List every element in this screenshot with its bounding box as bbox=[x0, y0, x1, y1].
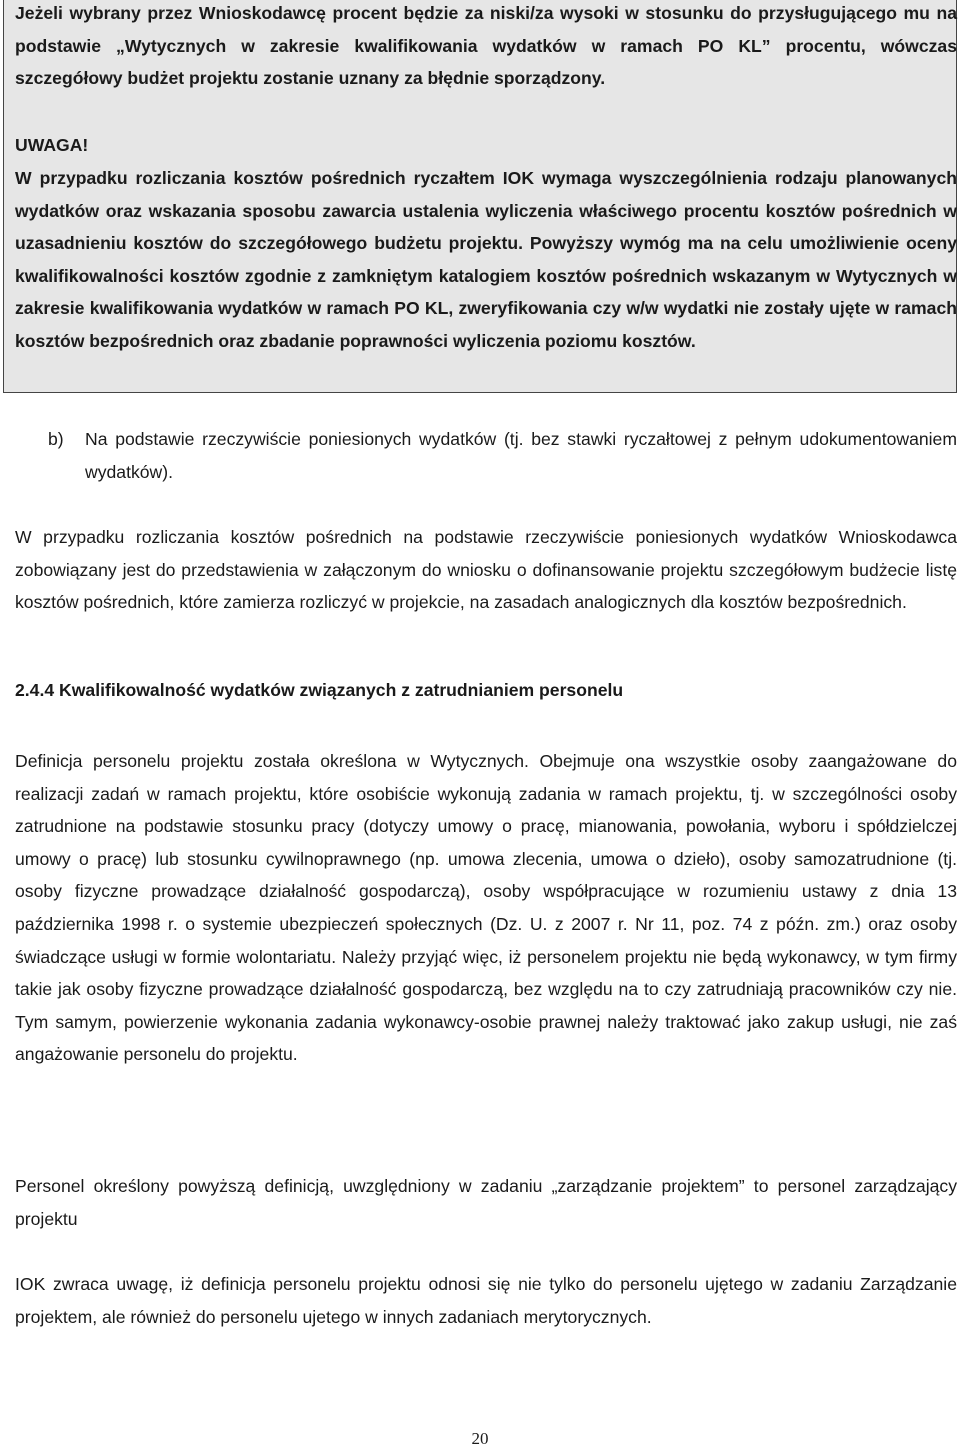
box-paragraph-1: Jeżeli wybrany przez Wnioskodawcę procent będzie za niski/za wysoki w stosunku do przysługującego mu na podstawie „Wytycznych w zakresie kwalifikowania wydatków w ramach PO KL” procentu, wówczas szczegółowy budżet projektu zostanie uznany za błędnie sporządzony. bbox=[15, 3, 957, 89]
page-number: 20 bbox=[471, 1429, 489, 1448]
uwaga-label: UWAGA! bbox=[15, 135, 89, 155]
paragraph-iok-note: IOK zwraca uwagę, iż definicja personelu projektu odnosi się nie tylko do personelu ujętego w zadaniu Zarządzanie projektem, ale również do personelu ujetego w innych zadaniach merytorycznych. bbox=[15, 1274, 957, 1327]
paragraph-management-personnel: Personel określony powyższą definicją, uwzględniony w zadaniu „zarządzanie projektem” to personel zarządzający projektu bbox=[15, 1176, 957, 1229]
paragraph-personnel-definition: Definicja personelu projektu została określona w Wytycznych. Obejmuje ona wszystkie osoby zaangażowane do realizacji zadań w ramach projektu, które osobiście wykonują zadania w ramach projektu, tj. w szczególności osoby zatrudnione na podstawie stosunku pracy (dotyczy umowy o pracę, mianowania, powołania, wyboru i spółdzielczej umowy o pracę) lub stosunku cywilnoprawnego (np. umowa zlecenia, umowa o dzieło), osoby samozatrudnione (tj. osoby fizyczne prowadzące działalność gospodarczą), osoby współpracujące w rozumieniu ustawy z dnia 13 października 1998 r. o systemie ubezpieczeń społecznych (Dz. U. z 2007 r. Nr 11, poz. 74 z późn. zm.) oraz osoby świadczące usługi w formie wolontariatu. Należy przyjąć więc, iż personelem projektu nie będą wykonawcy, w tym firmy takie jak osoby fizyczne prowadzące działalność gospodarczą, bez względu na to czy zatrudniają pracowników czy nie. Tym samym, powierzenie wykonania zadania wykonawcy-osobie prawnej należy traktować jako zakup usługi, nie zaś angażowanie personelu do projektu. bbox=[15, 751, 957, 1065]
list-item-text: Na podstawie rzeczywiście poniesionych wydatków (tj. bez stawki ryczałtowej z pełnym udokumentowaniem wydatków). bbox=[85, 429, 957, 482]
list-marker: b) bbox=[48, 429, 64, 449]
list-item-b bbox=[48, 423, 957, 488]
paragraph-indirect-costs: W przypadku rozliczania kosztów pośrednich na podstawie rzeczywiście poniesionych wydatków Wnioskodawca zobowiązany jest do przedstawienia w załączonym do wniosku o dofinansowanie projektu szczegółowym budżecie listę kosztów pośrednich, które zamierza rozliczyć w projekcie, na zasadach analogicznych dla kosztów bezpośrednich. bbox=[15, 527, 957, 613]
box-paragraph-2: W przypadku rozliczania kosztów pośrednich ryczałtem IOK wymaga wyszczególnienia rodzaju planowanych wydatków oraz wskazania sposobu zawarcia ustalenia wyliczenia właściwego procentu kosztów pośrednich w uzasadnieniu kosztów do szczegółowego budżetu projektu. Powyższy wymóg ma na celu umożliwienie oceny kwalifikowalności kosztów zgodnie z zamkniętym katalogiem kosztów pośrednich wskazanym w Wytycznych w zakresie kwalifikowania wydatków w ramach PO KL, zweryfikowania czy w/w wydatki nie zostały ujęte w ramach kosztów bezpośrednich oraz zbadanie poprawności wyliczenia poziomu kosztów. bbox=[15, 168, 957, 351]
section-heading: 2.4.4 Kwalifikowalność wydatków związanych z zatrudnianiem personelu bbox=[15, 680, 624, 700]
